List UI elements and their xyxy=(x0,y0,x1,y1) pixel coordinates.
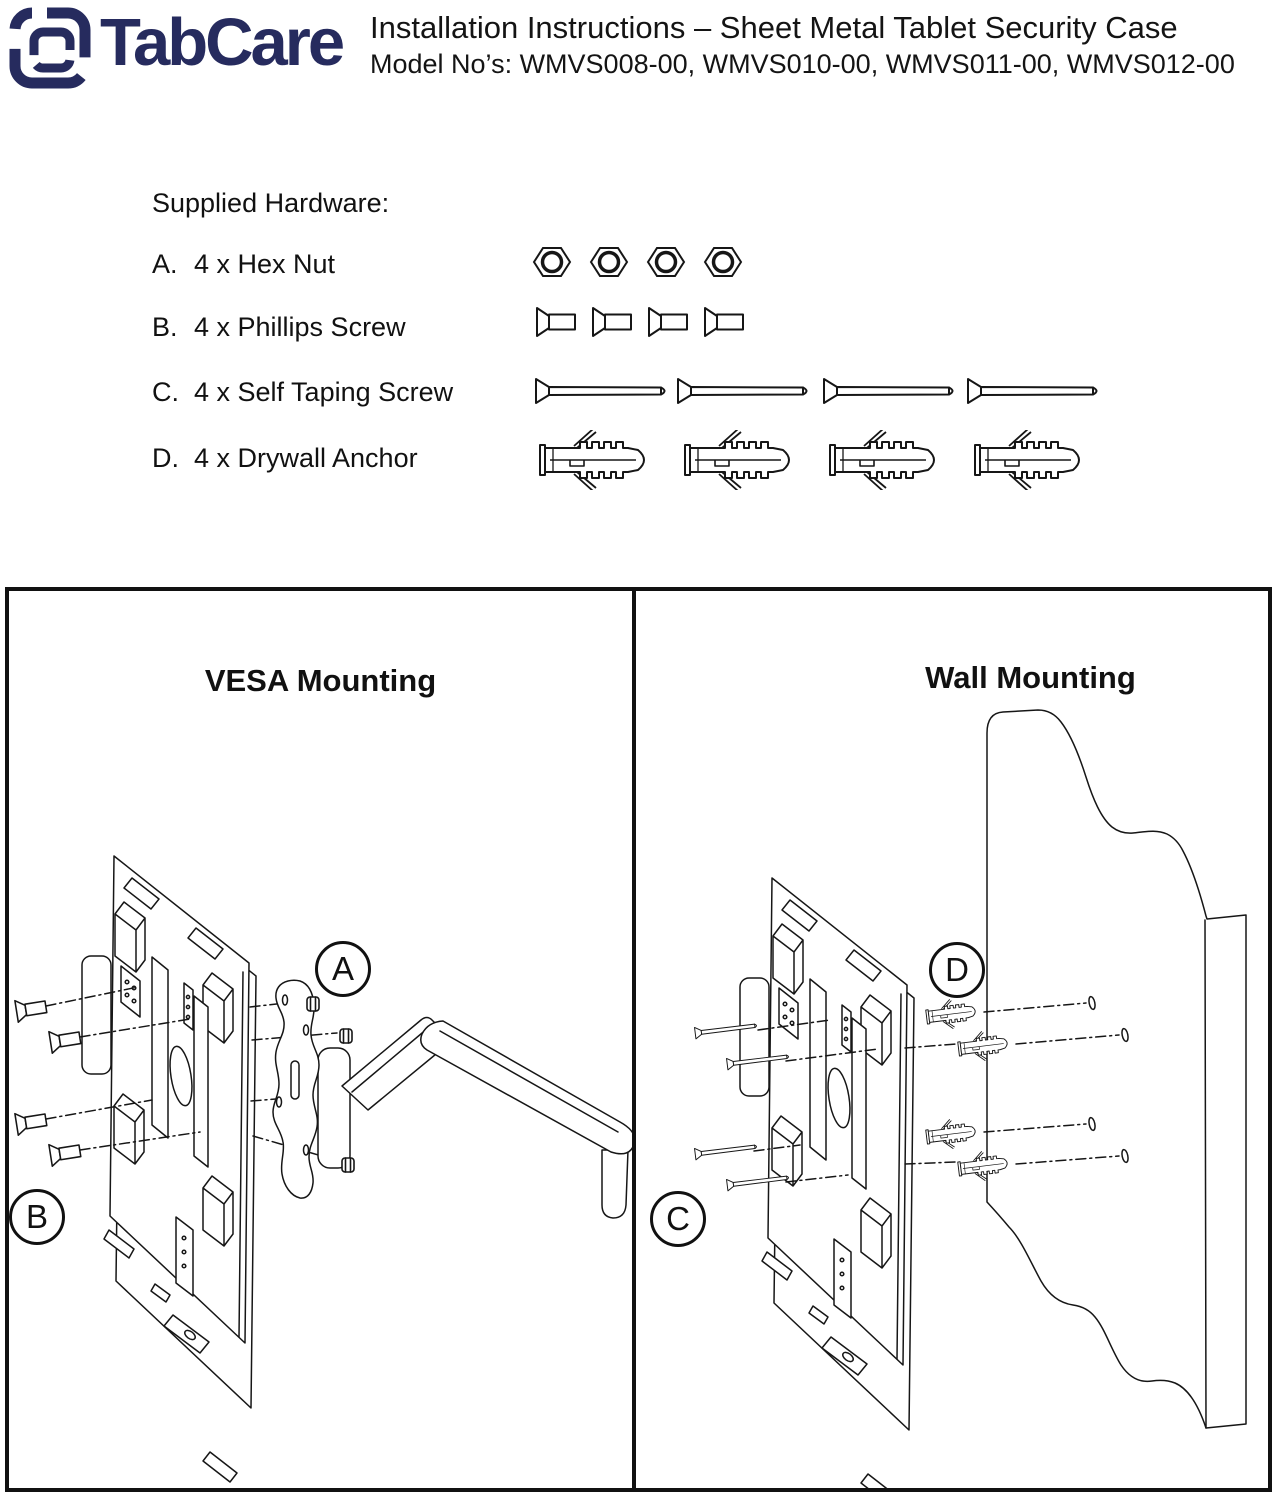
drywall-anchor-icon xyxy=(530,430,1115,490)
callout-a-badge: A xyxy=(315,941,371,997)
panel-title-vesa: VESA Mounting xyxy=(204,663,437,698)
hardware-item-drywall-anchor xyxy=(152,443,418,474)
document-title: Installation Instructions – Sheet Metal Tablet Security Case xyxy=(370,10,1178,45)
callout-d-badge: D xyxy=(929,942,985,998)
self-taping-screw-icon xyxy=(528,377,1113,405)
hardware-item-hex-nut xyxy=(152,249,335,280)
hardware-item-label: 4 x Phillips Screw xyxy=(194,312,406,342)
hardware-item-label: 4 x Hex Nut xyxy=(194,249,336,279)
phillips-screw-icon xyxy=(536,306,756,338)
vesa-mounting-panel xyxy=(5,587,636,1492)
hardware-item-letter: C. xyxy=(152,377,179,407)
hardware-item-letter: D. xyxy=(152,443,179,473)
hardware-item-label: 4 x Drywall Anchor xyxy=(194,443,418,473)
tabcare-logo-icon xyxy=(8,6,92,90)
hardware-item-label: 4 x Self Taping Screw xyxy=(194,377,454,407)
hardware-item-self-taping-screw xyxy=(152,377,453,408)
hardware-item-letter: B. xyxy=(152,312,178,342)
hardware-heading: Supplied Hardware: xyxy=(152,188,390,218)
panel-title-wall: Wall Mounting xyxy=(925,660,1136,695)
hardware-item-letter: A. xyxy=(152,249,178,279)
hardware-item-phillips-screw xyxy=(152,312,406,343)
callout-b-badge: B xyxy=(9,1189,65,1245)
wall-mounting-panel xyxy=(636,587,1272,1492)
brand-name: TabCare xyxy=(100,5,343,80)
model-numbers: Model No’s: WMVS008-00, WMVS010-00, WMVS011-00, WMVS012-00 xyxy=(370,49,1235,79)
hex-nut-icon xyxy=(532,244,744,280)
callout-c-badge: C xyxy=(650,1191,706,1247)
